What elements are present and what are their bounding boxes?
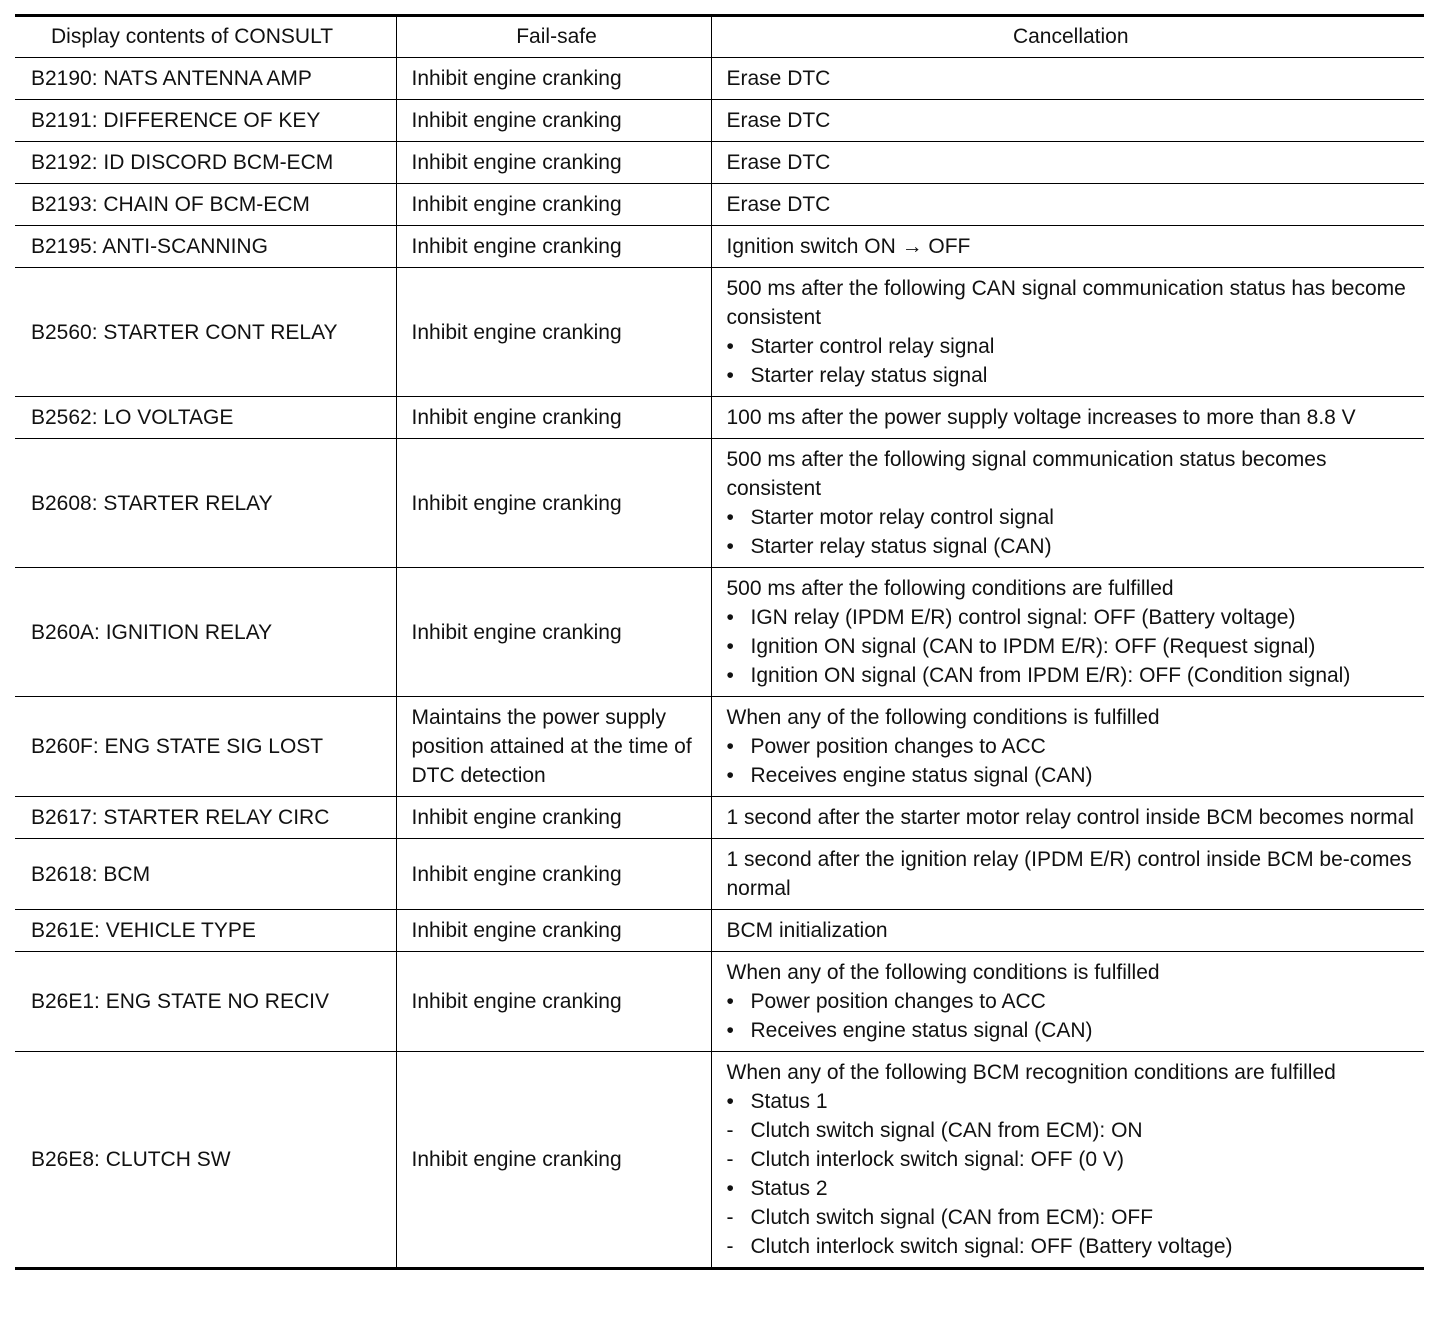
dtc-display-cell: B26E8: CLUTCH SW: [15, 1052, 396, 1269]
header-display-contents: Display contents of CONSULT: [15, 16, 396, 58]
fail-safe-cell: Inhibit engine cranking: [396, 58, 711, 100]
dtc-display-cell: B2617: STARTER RELAY CIRC: [15, 797, 396, 839]
cancellation-list-item: [727, 1087, 1421, 1116]
cancellation-cell: [711, 58, 1424, 100]
dtc-display-cell: B2560: STARTER CONT RELAY: [15, 268, 396, 397]
header-cancellation: Cancellation: [711, 16, 1424, 58]
cancellation-item-text: Clutch interlock switch signal: OFF (0 V): [750, 1148, 1124, 1171]
cancellation-list-item: [727, 1174, 1421, 1203]
bullet-marker: •: [726, 364, 734, 387]
dtc-display-cell: B2192: ID DISCORD BCM-ECM: [15, 142, 396, 184]
fail-safe-cell: Inhibit engine cranking: [396, 268, 711, 397]
cancellation-cell: [711, 839, 1424, 910]
cancellation-item-text: IGN relay (IPDM E/R) control signal: OFF (Battery voltage): [750, 606, 1296, 629]
cancellation-text: 500 ms after the following signal communication status becomes consistent: [726, 448, 1327, 500]
cancellation-list-item: [727, 661, 1421, 690]
cancellation-list-item: [727, 987, 1421, 1016]
bullet-marker: •: [726, 1019, 734, 1042]
cancellation-item-text: Clutch interlock switch signal: OFF (Battery voltage): [750, 1235, 1233, 1258]
cancellation-item-text: Receives engine status signal (CAN): [750, 764, 1093, 787]
cancellation-item-text: Power position changes to ACC: [750, 990, 1046, 1013]
bullet-marker: •: [726, 764, 734, 787]
table-row: [15, 100, 1424, 142]
table-row: [15, 226, 1424, 268]
cancellation-cell: [711, 268, 1424, 397]
table-row: [15, 797, 1424, 839]
cancellation-text: When any of the following conditions is fulfilled: [726, 706, 1160, 729]
dash-marker: -: [726, 1119, 734, 1142]
fail-safe-cell: Inhibit engine cranking: [396, 839, 711, 910]
fail-safe-cell: Inhibit engine cranking: [396, 142, 711, 184]
table-row: [15, 268, 1424, 397]
cancellation-item-text: Receives engine status signal (CAN): [750, 1019, 1093, 1042]
table-row: [15, 839, 1424, 910]
cancellation-item-text: Clutch switch signal (CAN from ECM): ON: [750, 1119, 1143, 1142]
cancellation-item-text: Starter relay status signal (CAN): [750, 535, 1052, 558]
bullet-marker: •: [726, 635, 734, 658]
bullet-marker: •: [726, 1177, 734, 1200]
cancellation-item-text: Power position changes to ACC: [750, 735, 1046, 758]
table-row: [15, 952, 1424, 1052]
table-row: [15, 1052, 1424, 1269]
cancellation-list-item: [727, 761, 1421, 790]
table-row: [15, 697, 1424, 797]
fail-safe-cell: Inhibit engine cranking: [396, 568, 711, 697]
cancellation-text: 100 ms after the power supply voltage increases to more than 8.8 V: [726, 406, 1356, 429]
dtc-failsafe-table: [15, 14, 1424, 1270]
table-body: [15, 58, 1424, 1269]
dtc-display-cell: B261E: VEHICLE TYPE: [15, 910, 396, 952]
cancellation-cell: [711, 100, 1424, 142]
dtc-display-cell: B260A: IGNITION RELAY: [15, 568, 396, 697]
fail-safe-cell: Inhibit engine cranking: [396, 100, 711, 142]
dash-marker: -: [726, 1235, 734, 1258]
dash-marker: -: [726, 1206, 734, 1229]
cancellation-text: Erase DTC: [726, 67, 831, 90]
fail-safe-cell: Maintains the power supply position attained at the time of DTC detection: [396, 697, 711, 797]
cancellation-item-text: Status 2: [750, 1177, 828, 1200]
cancellation-list-item: [727, 603, 1421, 632]
dtc-display-cell: B260F: ENG STATE SIG LOST: [15, 697, 396, 797]
cancellation-item-text: Ignition ON signal (CAN to IPDM E/R): OFF (Request signal): [750, 635, 1316, 658]
dtc-display-cell: B2191: DIFFERENCE OF KEY: [15, 100, 396, 142]
dash-marker: -: [726, 1148, 734, 1171]
cancellation-list-item: [727, 1145, 1421, 1174]
table-row: [15, 184, 1424, 226]
bullet-marker: •: [726, 664, 734, 687]
cancellation-item-text: Ignition ON signal (CAN from IPDM E/R): OFF (Condition signal): [750, 664, 1351, 687]
bullet-marker: •: [726, 606, 734, 629]
cancellation-text: When any of the following BCM recognition conditions are fulfilled: [726, 1061, 1336, 1084]
cancellation-cell: [711, 952, 1424, 1052]
table-row: [15, 439, 1424, 568]
fail-safe-cell: Inhibit engine cranking: [396, 184, 711, 226]
cancellation-item-text: Clutch switch signal (CAN from ECM): OFF: [750, 1206, 1154, 1229]
fail-safe-cell: Inhibit engine cranking: [396, 226, 711, 268]
cancellation-cell: [711, 439, 1424, 568]
cancellation-list-item: [727, 1016, 1421, 1045]
cancellation-text: 1 second after the starter motor relay control inside BCM becomes normal: [726, 806, 1414, 829]
fail-safe-cell: Inhibit engine cranking: [396, 397, 711, 439]
cancellation-cell: [711, 797, 1424, 839]
cancellation-text: Erase DTC: [726, 109, 831, 132]
dtc-display-cell: B26E1: ENG STATE NO RECIV: [15, 952, 396, 1052]
cancellation-cell: [711, 184, 1424, 226]
cancellation-cell: [711, 226, 1424, 268]
header-fail-safe: Fail-safe: [396, 16, 711, 58]
cancellation-list-item: [727, 1116, 1421, 1145]
bullet-marker: •: [726, 990, 734, 1013]
cancellation-cell: [711, 397, 1424, 439]
cancellation-cell: [711, 1052, 1424, 1269]
fail-safe-cell: Inhibit engine cranking: [396, 797, 711, 839]
cancellation-item-text: Starter control relay signal: [750, 335, 995, 358]
bullet-marker: •: [726, 535, 734, 558]
cancellation-text: 1 second after the ignition relay (IPDM E/R) control inside BCM be-comes normal: [726, 848, 1412, 900]
cancellation-list-item: [727, 332, 1421, 361]
dtc-display-cell: B2195: ANTI-SCANNING: [15, 226, 396, 268]
cancellation-item-text: Status 1: [750, 1090, 828, 1113]
cancellation-cell: [711, 910, 1424, 952]
cancellation-text: 500 ms after the following conditions are fulfilled: [726, 577, 1174, 600]
cancellation-list-item: [727, 503, 1421, 532]
table-row: [15, 910, 1424, 952]
table-row: [15, 397, 1424, 439]
cancellation-text: When any of the following conditions is fulfilled: [726, 961, 1160, 984]
cancellation-list-item: [727, 1203, 1421, 1232]
cancellation-cell: [711, 697, 1424, 797]
dtc-display-cell: B2608: STARTER RELAY: [15, 439, 396, 568]
dtc-display-cell: B2190: NATS ANTENNA AMP: [15, 58, 396, 100]
cancellation-list-item: [727, 532, 1421, 561]
cancellation-list-item: [727, 732, 1421, 761]
bullet-marker: •: [726, 735, 734, 758]
header-row: [15, 16, 1424, 58]
fail-safe-cell: Inhibit engine cranking: [396, 1052, 711, 1269]
dtc-display-cell: B2562: LO VOLTAGE: [15, 397, 396, 439]
table-row: [15, 568, 1424, 697]
fail-safe-cell: Inhibit engine cranking: [396, 952, 711, 1052]
cancellation-text: Erase DTC: [726, 193, 831, 216]
cancellation-text: Erase DTC: [726, 151, 831, 174]
cancellation-text: BCM initialization: [726, 919, 888, 942]
table-header: [15, 16, 1424, 58]
fail-safe-cell: Inhibit engine cranking: [396, 439, 711, 568]
table-row: [15, 58, 1424, 100]
cancellation-text: Ignition switch ON → OFF: [726, 235, 971, 258]
fail-safe-cell: Inhibit engine cranking: [396, 910, 711, 952]
cancellation-list-item: [727, 361, 1421, 390]
cancellation-text: 500 ms after the following CAN signal communication status has become consistent: [726, 277, 1406, 329]
bullet-marker: •: [726, 335, 734, 358]
cancellation-cell: [711, 142, 1424, 184]
bullet-marker: •: [726, 1090, 734, 1113]
cancellation-list-item: [727, 632, 1421, 661]
cancellation-cell: [711, 568, 1424, 697]
dtc-display-cell: B2193: CHAIN OF BCM-ECM: [15, 184, 396, 226]
table-row: [15, 142, 1424, 184]
cancellation-list-item: [727, 1232, 1421, 1261]
bullet-marker: •: [726, 506, 734, 529]
cancellation-item-text: Starter relay status signal: [750, 364, 988, 387]
dtc-display-cell: B2618: BCM: [15, 839, 396, 910]
cancellation-item-text: Starter motor relay control signal: [750, 506, 1054, 529]
